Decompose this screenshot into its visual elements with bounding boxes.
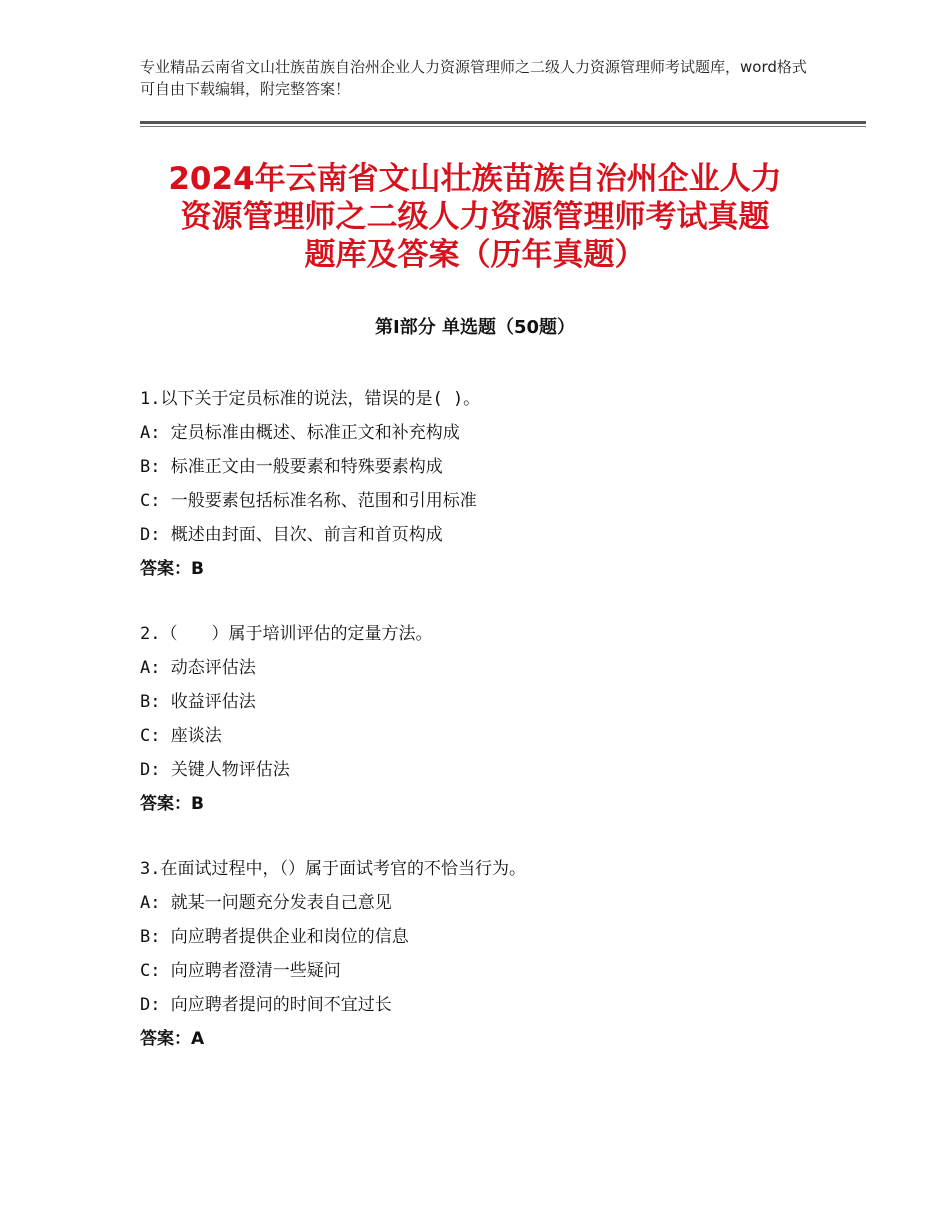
question-stem: 3.在面试过程中，（）属于面试考官的不恰当行为。 (140, 859, 526, 879)
option-d: D: 关键人物评估法 (140, 760, 290, 780)
question-1 (140, 382, 840, 586)
question-3 (140, 852, 840, 1056)
answer: 答案：A (140, 1029, 205, 1049)
header-divider-thin (140, 126, 866, 127)
answer: 答案：B (140, 559, 204, 579)
question-2 (140, 617, 840, 821)
option-d: D: 向应聘者提问的时间不宜过长 (140, 995, 392, 1015)
title-line-3: 题库及答案（历年真题） (304, 237, 646, 273)
answer: 答案：B (140, 794, 204, 814)
option-b: B: 收益评估法 (140, 692, 256, 712)
option-b: B: 向应聘者提供企业和岗位的信息 (140, 927, 409, 947)
title-line-1: 2024年云南省文山壮族苗族自治州企业人力 (168, 161, 782, 197)
question-list (140, 382, 840, 1087)
question-stem: 2.（ ）属于培训评估的定量方法。 (140, 624, 433, 644)
option-a: A: 就某一问题充分发表自己意见 (140, 893, 392, 913)
section-title: 第Ⅰ部分 单选题（50题） (374, 317, 575, 338)
header-divider-thick (140, 121, 866, 124)
option-d: D: 概述由封面、目次、前言和首页构成 (140, 525, 443, 545)
option-c: C: 一般要素包括标准名称、范围和引用标准 (140, 491, 477, 511)
option-c: C: 座谈法 (140, 726, 222, 746)
question-stem: 1.以下关于定员标准的说法，错误的是( )。 (140, 389, 481, 409)
option-b: B: 标准正文由一般要素和特殊要素构成 (140, 457, 443, 477)
option-a: A: 定员标准由概述、标准正文和补充构成 (140, 423, 460, 443)
title-line-2: 资源管理师之二级人力资源管理师考试真题 (180, 199, 770, 235)
header-note: 专业精品云南省文山壮族苗族自治州企业人力资源管理师之二级人力资源管理师考试题库，word格式可自由下载编辑，附完整答案！ (140, 58, 807, 98)
option-c: C: 向应聘者澄清一些疑问 (140, 961, 341, 981)
document-title (130, 160, 820, 274)
option-a: A: 动态评估法 (140, 658, 256, 678)
